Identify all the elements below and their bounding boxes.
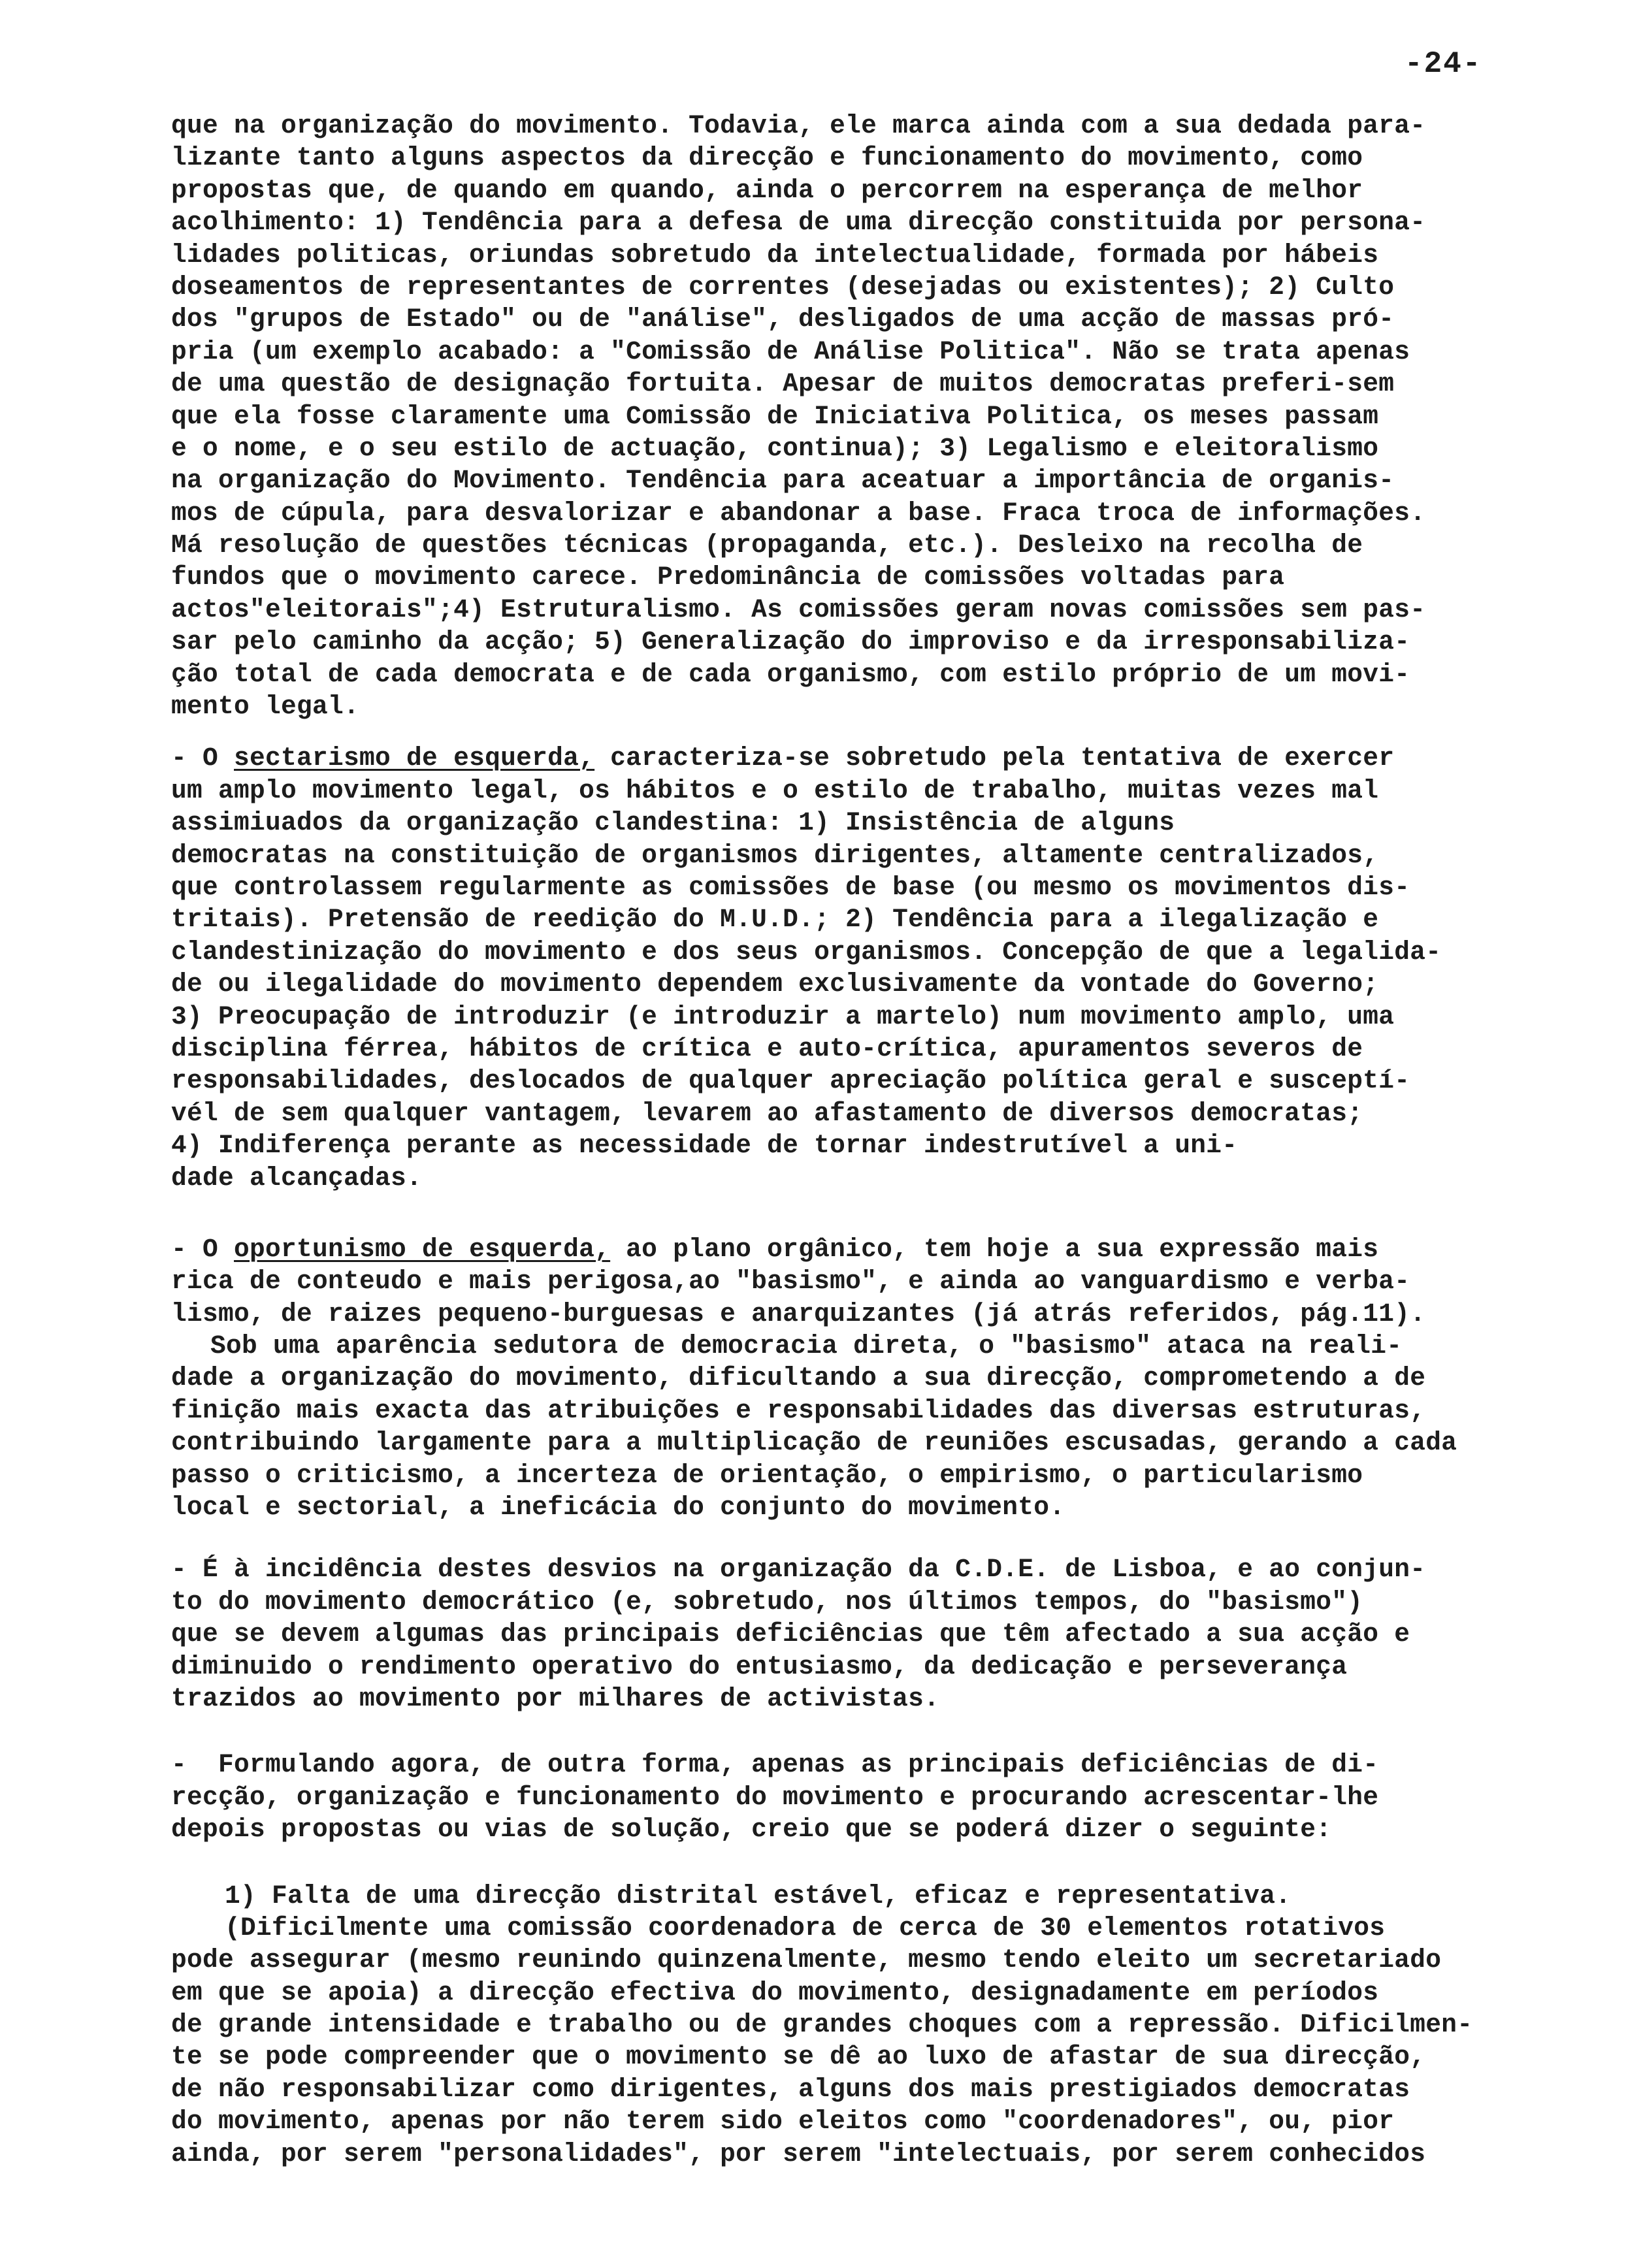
text-line: diminuido o rendimento operativo do entusiasmo, da dedicação e perseverança [171,1651,1348,1681]
page-number: -24- [1405,47,1482,81]
text-line: assimiuados da organização clandestina: 1) Insistência de alguns [171,808,1175,838]
text-line: lismo, de raizes pequeno-burguesas e anarquizantes (já atrás referidos, pág.11). [171,1299,1426,1329]
text-line: dade a organização do movimento, dificultando a sua direcção, comprometendo a de [171,1363,1426,1393]
text-line: dade alcançadas. [171,1163,423,1193]
text-line: que ela fosse claramente uma Comissão de Iniciativa Politica, os meses passam [171,401,1379,431]
text-line: que se devem algumas das principais deficiências que têm afectado a sua acção e [171,1619,1410,1649]
text-line: doseamentos de representantes de correntes (desejadas ou existentes); 2) Culto [171,272,1395,302]
text-line: um amplo movimento legal, os hábitos e o estilo de trabalho, muitas vezes mal [171,775,1379,805]
text-line: do movimento, apenas por não terem sido eleitos como "coordenadores", ou, pior [171,2107,1395,2137]
text-line: mos de cúpula, para desvalorizar e abandonar a base. Fraca troca de informações. [171,498,1426,528]
text-line: que na organização do movimento. Todavia, ele marca ainda com a sua dedada para- [171,111,1426,140]
text-line: Má resolução de questões técnicas (propaganda, etc.). Desleixo na recolha de [171,530,1363,560]
text-line: vél de sem qualquer vantagem, levarem ao afastamento de diversos democratas; [171,1098,1363,1128]
text-line: sar pelo caminho da acção; 5) Generalização do improviso e da irresponsabiliza- [171,627,1410,657]
text-line: tritais). Pretensão de reedição do M.U.D.; 2) Tendência para a ilegalização e [171,905,1379,935]
body-text [171,110,1621,2170]
text-line: Sob uma aparência sedutora de democracia direta, o "basismo" ataca na reali- [210,1331,1403,1361]
paragraph-continuation [171,110,1621,722]
text-line: local e sectorial, a ineficácia do conjunto do movimento. [171,1493,1065,1523]
text-line: te se pode compreender que o movimento se dê ao luxo de afastar de sua direcção, [171,2042,1426,2072]
text-line: que controlassem regularmente as comissões de base (ou mesmo os movimentos dis- [171,872,1410,902]
text-line: lizante tanto alguns aspectos da direcção e funcionamento do movimento, como [171,143,1363,173]
text-line: 3) Preocupação de introduzir (e introduzir a martelo) num movimento amplo, uma [171,1001,1395,1031]
paragraph-oportunismo [171,1233,1621,1524]
text-line: recção, organização e funcionamento do movimento e procurando acrescentar-lhe [171,1782,1379,1812]
text-run: caracteriza-se sobretudo pela tentativa de exercer [610,743,1395,773]
paragraph-sectarismo [171,742,1621,1193]
text-line: responsabilidades, deslocados de qualquer apreciação política geral e susceptí- [171,1066,1410,1096]
text-line: to do movimento democrático (e, sobretudo, nos últimos tempos, do "basismo") [171,1587,1363,1617]
text-line: - Formulando agora, de outra forma, apenas as principais deficiências de di- [171,1750,1379,1780]
text-line: contribuindo largamente para a multiplicação de reuniões escusadas, gerando a cada [171,1428,1457,1458]
text-line: fundos que o movimento carece. Predominância de comissões voltadas para [171,562,1285,592]
text-line: de grande intensidade e trabalho ou de grandes choques com a repressão. Dificilmen- [171,2010,1473,2040]
text-line: passo o criticismo, a incerteza de orientação, o empirismo, o particularismo [171,1460,1363,1490]
text-line: - É à incidência destes desvios na organização da C.D.E. de Lisboa, e ao conjun- [171,1555,1426,1585]
text-line: disciplina férrea, hábitos de crítica e auto-crítica, apuramentos severos de [171,1033,1363,1063]
text-line: clandestinização do movimento e dos seus organismos. Concepção de que a legalida- [171,937,1442,967]
text-line: trazidos ao movimento por milhares de activistas. [171,1683,940,1713]
text-line: de ou ilegalidade do movimento dependem exclusivamente da vontade do Governo; [171,969,1379,999]
text-line: 4) Indiferença perante as necessidade de tornar indestrutível a uni- [171,1131,1238,1161]
paragraph-incidencia [171,1553,1621,1715]
text-line: mento legal. [171,692,360,722]
text-line: pria (um exemplo acabado: a "Comissão de Análise Politica". Não se trata apenas [171,336,1410,366]
text-line: dos "grupos de Estado" ou de "análise", desligados de uma acção de massas pró- [171,304,1395,334]
text-line: rica de conteudo e mais perigosa,ao "basismo", e ainda ao vanguardismo e verba- [171,1267,1410,1297]
text-line: ainda, por serem "personalidades", por serem "intelectuais, por serem conhecidos [171,2139,1426,2169]
text-line: na organização do Movimento. Tendência para aceatuar a importância de organis- [171,466,1395,496]
text-line: ção total de cada democrata e de cada organismo, com estilo próprio de um movi- [171,659,1410,689]
text-line: em que se apoia) a direcção efectiva do movimento, designadamente em períodos [171,1977,1379,2007]
list-item-heading: 1) Falta de uma direcção distrital estável, eficaz e representativa. [225,1881,1292,1911]
text-line: - O sectarismo de esquerda, caracteriza-se sobretudo pela tentativa de exercer [171,743,1395,773]
text-line: propostas que, de quando em quando, ainda o percorrem na esperança de melhor [171,175,1363,205]
text-run: ao plano orgânico, tem hoje a sua expressão mais [626,1234,1379,1264]
text-line: actos"eleitorais";4) Estruturalismo. As comissões geram novas comissões sem pas- [171,594,1426,624]
text-line: acolhimento: 1) Tendência para a defesa de uma direcção constituida por persona- [171,208,1426,238]
text-line: de uma questão de designação fortuita. Apesar de muitos democratas preferi-sem [171,369,1395,399]
text-line: e o nome, e o seu estilo de actuação, continua); 3) Legalismo e eleitoralismo [171,433,1379,463]
paragraph-formulando [171,1749,1621,1845]
underlined-term: sectarismo de esquerda, [234,743,595,773]
paragraph-item-1 [171,1880,1621,2171]
text-line: de não responsabilizar como dirigentes, alguns dos mais prestigiados democratas [171,2074,1410,2104]
text-line: pode assegurar (mesmo reunindo quinzenalmente, mesmo tendo eleito um secretariado [171,1945,1442,1975]
text-line: depois propostas ou vias de solução, creio que se poderá dizer o seguinte: [171,1815,1332,1845]
underlined-term: oportunismo de esquerda, [234,1234,611,1264]
text-line: - O oportunismo de esquerda, ao plano orgânico, tem hoje a sua expressão mais [171,1234,1379,1264]
text-line: lidades politicas, oriundas sobretudo da intelectualidade, formada por hábeis [171,240,1379,270]
text-line: democratas na constituição de organismos dirigentes, altamente centralizados, [171,840,1379,870]
text-line: (Dificilmente uma comissão coordenadora de cerca de 30 elementos rotativos [225,1913,1386,1943]
text-line: finição mais exacta das atribuições e responsabilidades das diversas estruturas, [171,1395,1426,1425]
